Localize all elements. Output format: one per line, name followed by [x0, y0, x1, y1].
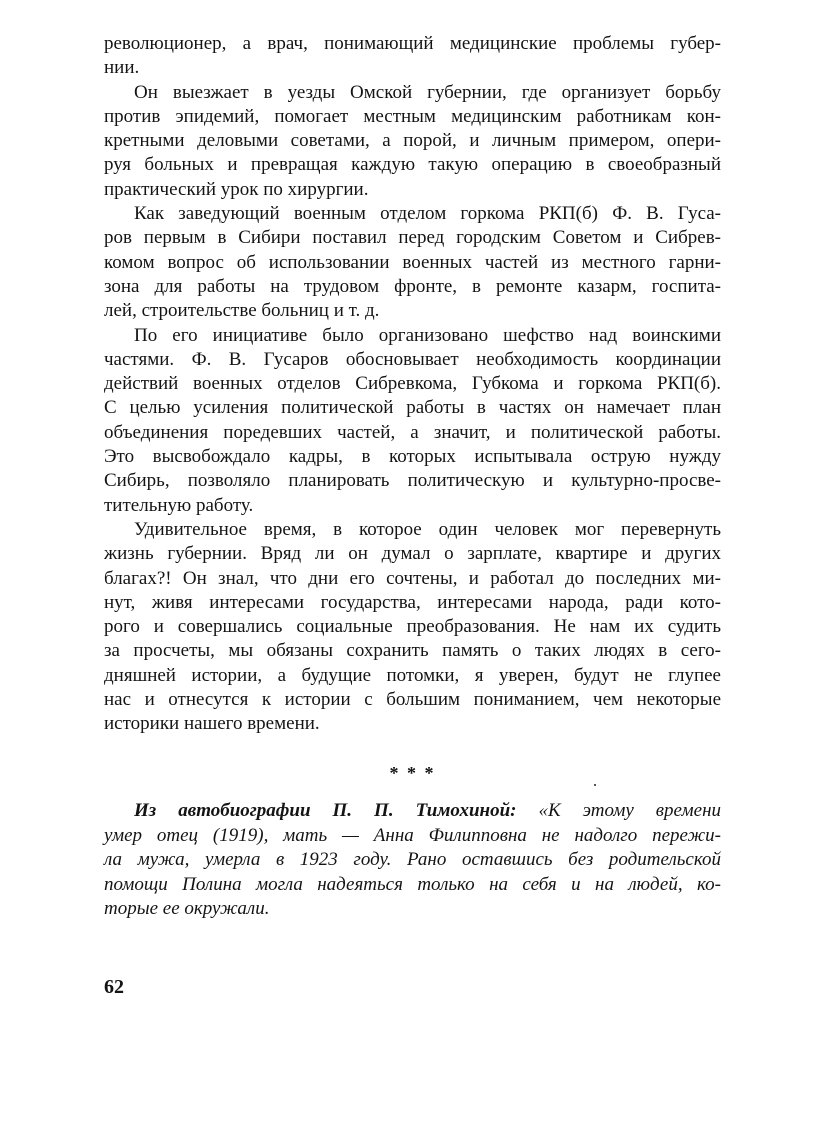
paragraph-first-line: Удивительное время, в которое один человек мог перевернуть [134, 518, 721, 540]
text-line: историки нашего времени. [104, 713, 320, 735]
quote-first-line [104, 799, 721, 824]
quote-line: торые ее окружали. [104, 898, 270, 919]
text-line: благах?! Он знал, что дни его сочтены, и работал до последних ми- [104, 567, 721, 589]
text-line: жизнь губернии. Вряд ли он думал о зарплате, квартире и других [104, 543, 721, 565]
paragraph-first-line: По его инициативе было организовано шефство над воинскими [134, 324, 721, 346]
text-line: Это высвобождало кадры, в которых испытывала острую нужду [104, 446, 721, 468]
text-line: тительную работу. [104, 494, 254, 516]
text-line: Сибирь, позволяло планировать политическую и культурно-просве- [104, 470, 721, 492]
paragraph-first-line: Как заведующий военным отделом горкома РКП(б) Ф. В. Гуса- [134, 203, 721, 225]
text-line: нас и отнесутся к истории с большим пониманием, чем некоторые [104, 689, 721, 711]
text-line: против эпидемий, помогает местным медицинским работникам кон- [104, 105, 721, 127]
quote-text: «К этому времени [538, 800, 721, 821]
text-line: дняшней истории, а будущие потомки, я уверен, будут не глупее [104, 664, 721, 686]
text-line: руя больных и превращая каждую такую операцию в своеобразный [104, 154, 721, 176]
text-line: зона для работы на трудовом фронте, в ремонте казарм, госпита- [104, 275, 721, 297]
text-line: рого и совершались социальные преобразования. Не нам их судить [104, 616, 721, 638]
quote-line: умер отец (1919), мать — Анна Филипповна не надолго пережи- [104, 824, 721, 846]
quote-line: ла мужа, умерла в 1923 году. Рано оставшись без родительской [104, 849, 721, 870]
text-line: частями. Ф. В. Гусаров обосновывает необходимость координации [104, 348, 721, 370]
section-separator: * * * [389, 763, 436, 783]
stray-dot [594, 784, 596, 786]
autobiography-quote [104, 799, 721, 922]
quote-line: помощи Полина могла надеяться только на себя и на людей, ко- [104, 873, 721, 895]
text-line: комом вопрос об использовании военных частей из местного гарни- [104, 251, 721, 273]
text-line: революционер, а врач, понимающий медицинские проблемы губер- [104, 33, 721, 54]
page-number: 62 [104, 976, 124, 998]
text-line: практический урок по хирургии. [104, 178, 369, 200]
text-line: С целью усиления политической работы в частях он намечает план [104, 397, 721, 419]
quote-lead: Из автобиографии П. П. Тимохиной: [134, 800, 517, 821]
text-line: лей, строительстве больниц и т. д. [104, 300, 380, 322]
paragraph-first-line: Он выезжает в уезды Омской губернии, где организует борьбу [134, 81, 721, 103]
text-line: ров первым в Сибири поставил перед городским Советом и Сибрев- [104, 227, 721, 249]
text-line: объединения поредевших частей, а значит, и политической работы. [104, 421, 721, 443]
text-line: действий военных отделов Сибревкома, Губкома и горкома РКП(б). [104, 373, 721, 395]
text-line: за просчеты, мы обязаны сохранить память о таких людях в сего- [104, 640, 721, 662]
text-line: нут, живя интересами государства, интересами народа, ради кото- [104, 591, 721, 613]
text-line: кретными деловыми советами, а порой, и личным примером, опери- [104, 130, 721, 152]
text-line: нии. [104, 57, 140, 79]
main-text [104, 32, 721, 737]
